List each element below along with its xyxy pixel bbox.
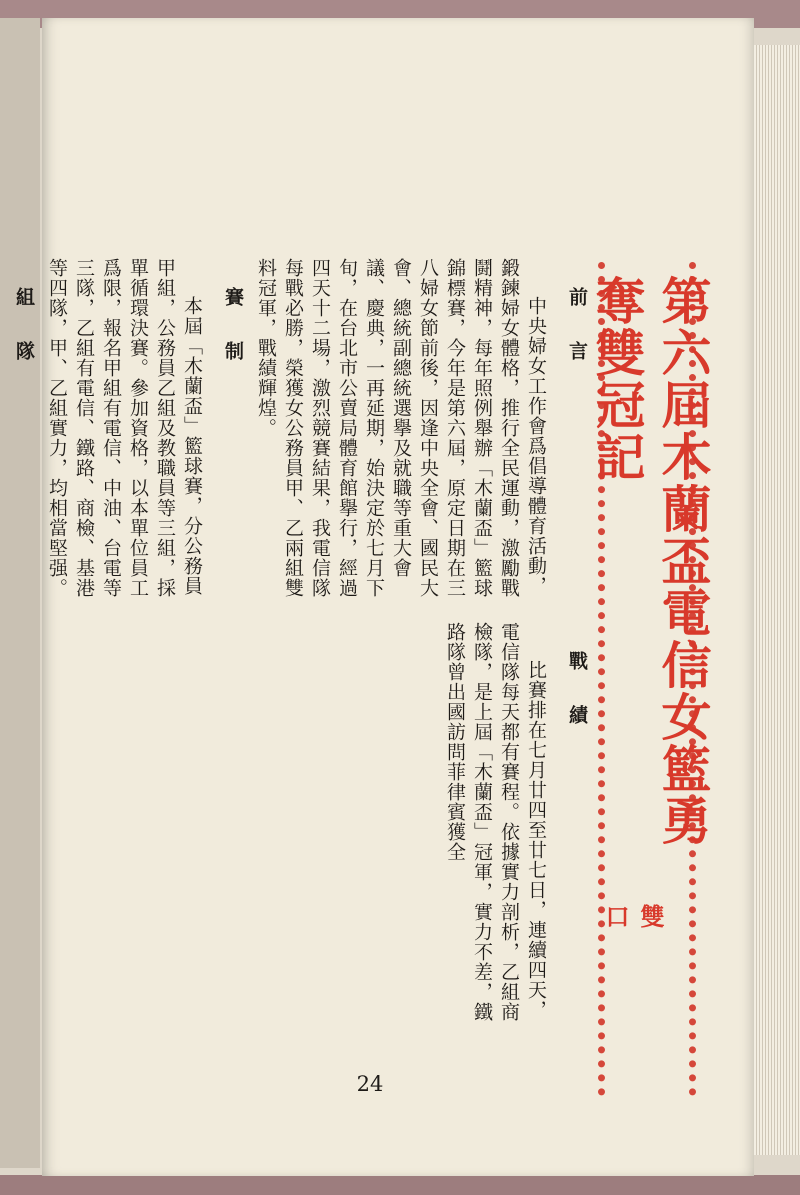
body-column-lower xyxy=(76,622,596,1032)
article-title: 第六屆木蘭盃電信女籃勇奪雙冠記 xyxy=(587,275,712,847)
book-cover-bottom xyxy=(0,1175,800,1195)
section-heading-rules: 賽 制 xyxy=(222,286,244,368)
paragraph-intro: 中央婦女工作會爲倡導體育活動，鍛鍊婦女體格，推行全民運動，激勵戰鬪精神，每年照例舉辦「木蘭盃」籃球錦標賽，今年是第六屆，原定日期在三八婦女節前後，因逢中央全會、國民大會、總統副總統選擧及就職等重大會議、慶典，一再延期，始決定於七月下旬，在台北市公賣局體育館擧行，經過四天十二場，激烈競賽結果，我電信隊每戰必勝，榮獲女公務員甲、乙兩組雙料冠軍，戰績輝煌。 xyxy=(255,258,547,598)
body-column-upper xyxy=(13,258,596,603)
page-number: 24 xyxy=(356,1072,384,1096)
paragraph-rules: 本屆「木蘭盃」籃球賽，分公務員甲組，公務員乙組及教職員等三組，採單循環決賽。參加資格，以本單位員工爲限，報名甲組有電信、中油、台電等三隊，乙組有電信、鐵路、商檢、基港等四隊，甲、乙組實力，均相當堅强。 xyxy=(46,258,203,598)
section-heading-results: 戰 績 xyxy=(566,650,588,732)
page-edges xyxy=(754,45,800,1155)
author-name: 雙 口 xyxy=(601,904,664,946)
section-heading-intro: 前 言 xyxy=(566,286,588,368)
paragraph-results: 比賽排在七月廿四至廿七日，連續四天，電信隊每天都有賽程。依據實力剖析，乙組商檢隊，是上屆「木蘭盃」冠軍，實力不差，鐵路隊曾出國訪問菲律賓獲全 xyxy=(444,622,547,1022)
section-heading-team: 組 隊 xyxy=(13,286,35,368)
